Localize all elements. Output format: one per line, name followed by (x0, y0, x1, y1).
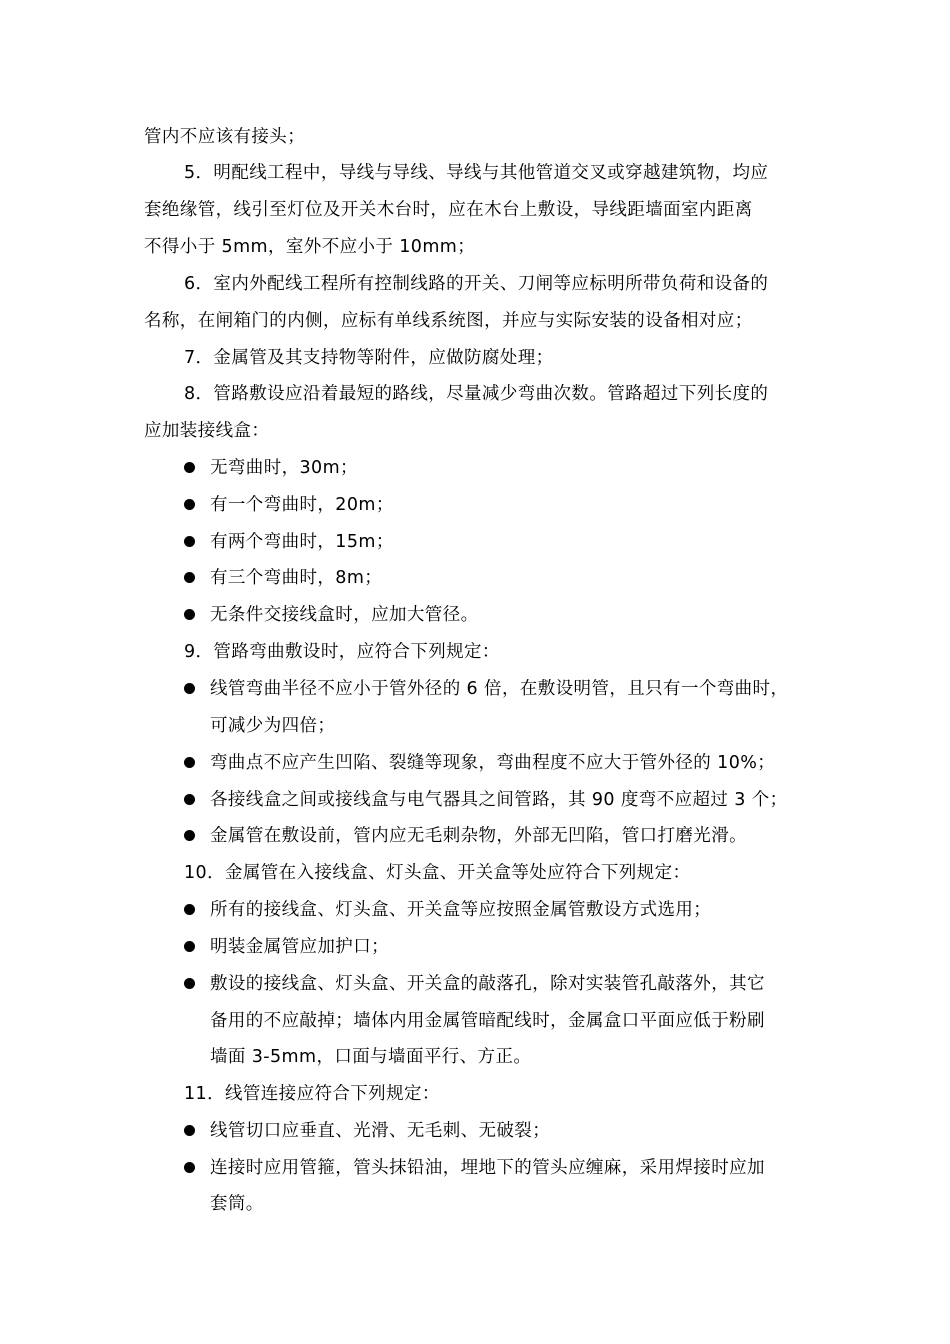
list-item: 无弯曲时，30m； (210, 458, 358, 478)
list-item: 有三个弯曲时，8m； (210, 568, 383, 588)
paragraph-line: 名称，在闸箱门的内侧，应标有单线系统图，并应与实际安装的设备相对应； (144, 311, 753, 331)
list-item: 无条件交接线盒时，应加大管径。 (210, 605, 479, 625)
bullet-icon (184, 904, 195, 915)
paragraph-line: 11．线管连接应符合下列规定： (184, 1084, 440, 1104)
paragraph-line: 8．管路敷设应沿着最短的路线，尽量减少弯曲次数。管路超过下列长度的 (184, 384, 769, 404)
list-item: 有一个弯曲时，20m； (210, 495, 394, 515)
bullet-icon (184, 683, 195, 694)
paragraph-line: 不得小于 5mm，室外不应小于 10mm； (144, 237, 476, 257)
paragraph-line: 套绝缘管，线引至灯位及开关木台时，应在木台上敷设，导线距墙面室内距离 (144, 200, 753, 220)
paragraph-line: 10．金属管在入接线盒、灯头盒、开关盒等处应符合下列规定： (184, 863, 691, 883)
bullet-icon (184, 794, 195, 805)
bullet-icon (184, 830, 195, 841)
list-item: 金属管在敷设前，管内应无毛刺杂物，外部无凹陷，管口打磨光滑。 (210, 826, 747, 846)
list-item-continuation: 套筒。 (210, 1194, 264, 1214)
bullet-icon (184, 978, 195, 989)
paragraph-line: 管内不应该有接头； (144, 127, 306, 147)
list-item: 线管弯曲半径不应小于管外径的 6 倍，在敷设明管，且只有一个弯曲时， (210, 679, 789, 699)
list-item: 弯曲点不应产生凹陷、裂缝等现象，弯曲程度不应大于管外径的 10%； (210, 753, 776, 773)
list-item: 线管切口应垂直、光滑、无毛刺、无破裂； (210, 1121, 551, 1141)
bullet-icon (184, 1162, 195, 1173)
bullet-icon (184, 757, 195, 768)
bullet-icon (184, 536, 195, 547)
paragraph-line: 5．明配线工程中，导线与导线、导线与其他管道交叉或穿越建筑物，均应 (184, 163, 769, 183)
bullet-icon (184, 609, 195, 620)
bullet-icon (184, 499, 195, 510)
paragraph-line: 6．室内外配线工程所有控制线路的开关、刀闸等应标明所带负荷和设备的 (184, 274, 769, 294)
bullet-icon (184, 941, 195, 952)
list-item-continuation: 备用的不应敲掉；墙体内用金属管暗配线时，金属盒口平面应低于粉刷 (210, 1011, 765, 1031)
paragraph-line: 7．金属管及其支持物等附件，应做防腐处理； (184, 348, 554, 368)
bullet-icon (184, 572, 195, 583)
list-item: 敷设的接线盒、灯头盒、开关盒的敲落孔，除对实装管孔敲落外，其它 (210, 974, 765, 994)
paragraph-line: 应加装接线盒： (144, 421, 270, 441)
list-item: 所有的接线盒、灯头盒、开关盒等应按照金属管敷设方式选用； (210, 900, 712, 920)
bullet-icon (184, 462, 195, 473)
list-item-continuation: 可减少为四倍； (210, 716, 336, 736)
list-item: 明装金属管应加护口； (210, 937, 389, 957)
list-item: 各接线盒之间或接线盒与电气器具之间管路，其 90 度弯不应超过 3 个； (210, 790, 788, 810)
list-item-continuation: 墙面 3-5mm，口面与墙面平行、方正。 (210, 1047, 532, 1067)
paragraph-line: 9．管路弯曲敷设时，应符合下列规定： (184, 642, 500, 662)
list-item: 连接时应用管箍，管头抹铅油，埋地下的管头应缠麻，采用焊接时应加 (210, 1158, 765, 1178)
bullet-icon (184, 1125, 195, 1136)
list-item: 有两个弯曲时，15m； (210, 532, 394, 552)
